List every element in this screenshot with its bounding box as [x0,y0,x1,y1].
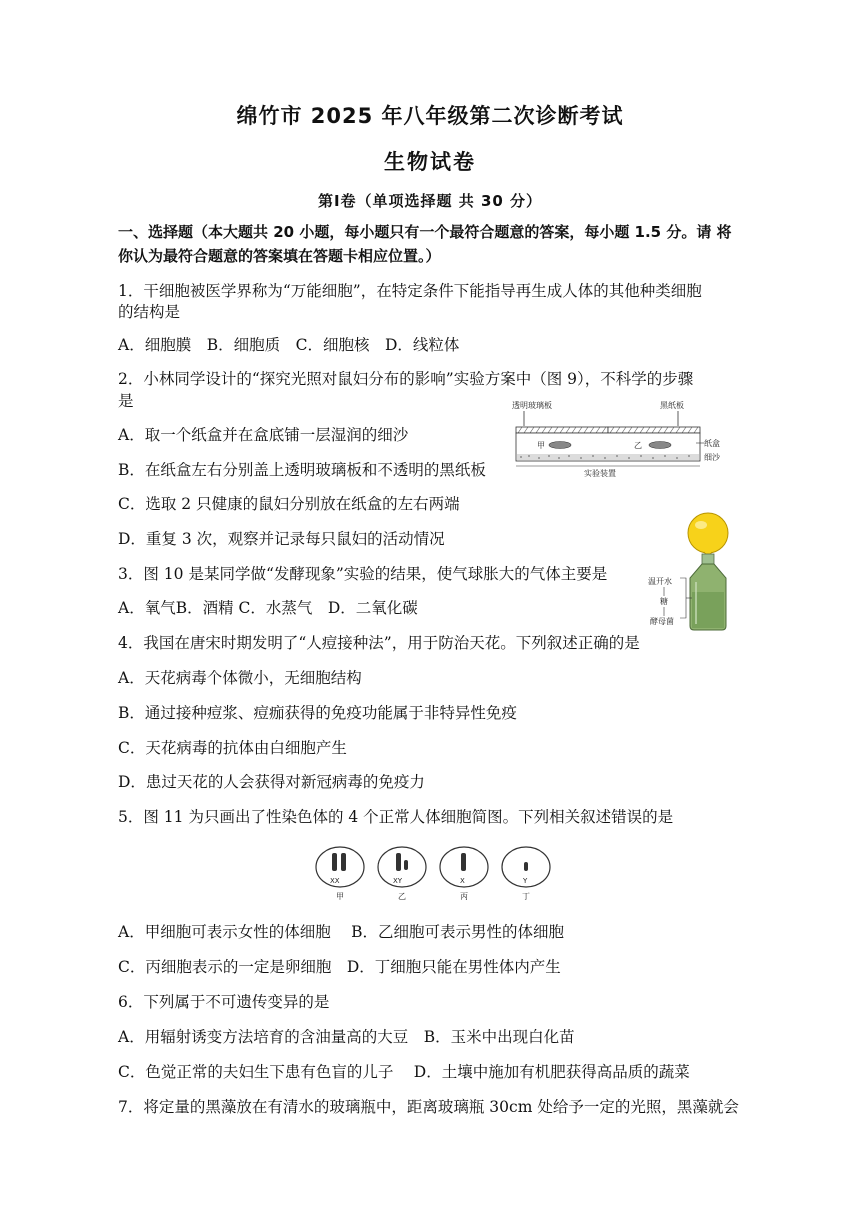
q6-stem: 6．下列属于不可遗传变异的是 [118,993,330,1011]
cell-yi-name: 乙 [398,892,406,901]
q1-stem-line-2: 的结构是 [118,303,181,321]
subject-title: 生物试卷 [384,150,476,174]
cell-ding [502,847,550,901]
cell-ding-name: 丁 [522,892,530,901]
q1-options: A．细胞膜 B．细胞质 C．细胞核 D．线粒体 [118,336,460,354]
pillbug-right [649,442,671,449]
cell-bing-chrom: X [460,877,465,885]
q6-options-ab: A．用辐射诱变方法培育的含油量高的大豆 B．玉米中出现白化苗 [118,1028,575,1046]
q4-option-a: A．天花病毒个体微小，无细胞结构 [118,669,362,687]
label-black-paper: 黑纸板 [660,401,684,410]
instructions-line-1: 一、选择题（本大题共 20 小题，每小题只有一个最符合题意的答案，每小题 1.5 分。请 将 [118,223,732,241]
label-apparatus: 实验装置 [584,469,616,478]
q2-option-b: B．在纸盒左右分别盖上透明玻璃板和不透明的黑纸板 [118,461,486,479]
q2-option-a: A．取一个纸盒并在盒底铺一层湿润的细沙 [118,426,409,444]
cell-bing [440,847,488,901]
label-fine-sand: 细沙 [704,453,720,462]
label-sugar: 糖 [660,597,668,606]
pillbug-left [549,442,571,449]
section-title: 第Ⅰ卷（单项选择题 共 30 分） [317,192,543,210]
q6-options-cd: C．色觉正常的夫妇生下患有色盲的儿子 D．土壤中施加有机肥获得高品质的蔬菜 [118,1063,690,1081]
q5-stem: 5．图 11 为只画出了性染色体的 4 个正常人体细胞简图。下列相关叙述错误的是 [118,808,674,826]
q4-stem: 4．我国在唐宋时期发明了“人痘接种法”，用于防治天花。下列叙述正确的是 [118,634,640,652]
q5-options-ab: A．甲细胞可表示女性的体细胞 B．乙细胞可表示男性的体细胞 [118,923,565,941]
cell-jia-chrom: XX [330,877,340,885]
cell-jia-name: 甲 [336,892,344,901]
figure-9-apparatus [508,398,708,484]
exam-title: 绵竹市 2025 年八年级第二次诊断考试 [236,104,624,128]
q3-options: A．氧气B．酒精 C．水蒸气 D．二氧化碳 [118,599,418,617]
cell-jia [316,847,364,901]
q2-option-d: D．重复 3 次，观察并记录每只鼠妇的活动情况 [118,530,445,548]
instructions-line-2: 你认为最符合题意的答案填在答题卡相应位置。） [118,247,441,265]
q4-option-c: C．天花病毒的抗体由白细胞产生 [118,739,347,757]
q2-stem-line-1: 2．小林同学设计的“探究光照对鼠妇分布的影响”实验方案中（图 9），不科学的步骤 [118,370,694,388]
label-glass-plate: 透明玻璃板 [512,401,552,410]
figure-11-cells [306,842,558,904]
q1-stem-line-1: 1．干细胞被医学界称为“万能细胞”，在特定条件下能指导再生成人体的其他种类细胞 [118,282,702,300]
balloon [688,513,728,553]
label-jia: 甲 [537,441,545,450]
cell-yi-chrom: XY [393,877,403,885]
label-yi: 乙 [634,441,642,450]
label-yeast: 酵母菌 [650,617,674,626]
q3-stem: 3．图 10 是某同学做“发酵现象”实验的结果，使气球胀大的气体主要是 [118,565,608,583]
cell-bing-name: 丙 [460,892,468,901]
label-warm-water: 温开水 [648,577,672,586]
q2-stem-line-2: 是 [118,392,134,410]
cell-yi [378,847,426,901]
q5-options-cd: C．丙细胞表示的一定是卵细胞 D．丁细胞只能在男性体内产生 [118,958,561,976]
q4-option-b: B．通过接种痘浆、痘痂获得的免疫功能属于非特异性免疫 [118,704,517,722]
figure-10-fermentation [646,508,746,632]
q4-option-d: D．患过天花的人会获得对新冠病毒的免疫力 [118,773,425,791]
q7-stem: 7．将定量的黑藻放在有清水的玻璃瓶中，距离玻璃瓶 30cm 处给予一定的光照，黑藻就会 [118,1098,739,1116]
label-paper-box: 纸盒 [704,439,720,448]
q2-option-c: C．选取 2 只健康的鼠妇分别放在纸盒的左右两端 [118,495,460,513]
cell-ding-chrom: Y [523,877,528,885]
